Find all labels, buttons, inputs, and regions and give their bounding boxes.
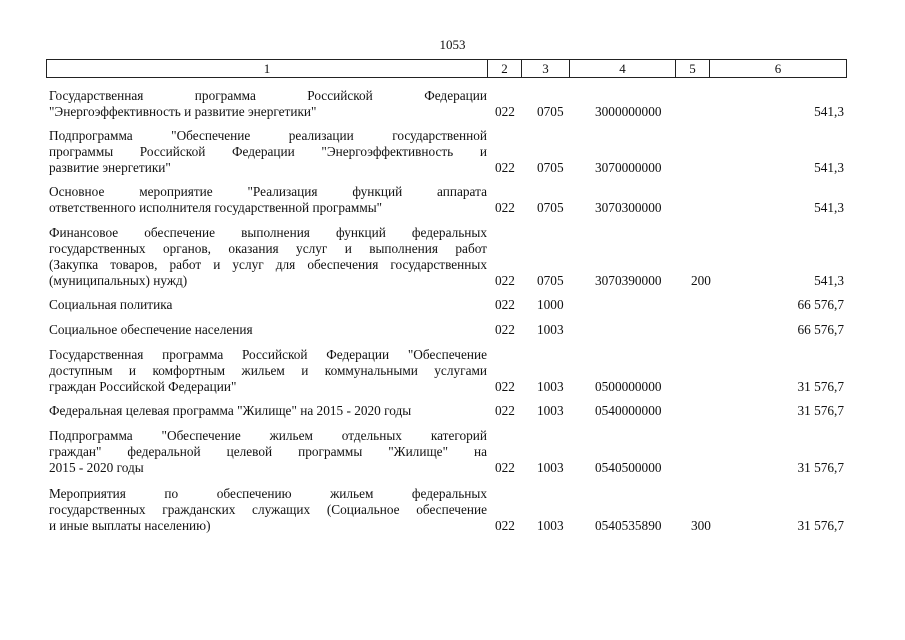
cell-col3: 0705 (537, 200, 564, 215)
table-row (46, 184, 846, 216)
cell-col4: 3070390000 (595, 273, 662, 288)
row-name-line: развитие энергетики" (49, 160, 171, 175)
row-name-line: Мероприятия по обеспечению жильем федеральных (49, 486, 487, 501)
cell-col6: 541,3 (814, 160, 844, 175)
cell-col6: 66 576,7 (797, 322, 844, 337)
cell-col2: 022 (495, 160, 515, 175)
row-name-line: граждан Российской Федерации" (49, 379, 237, 394)
cell-col4: 0540535890 (595, 518, 662, 533)
header-col-3: 3 (522, 60, 570, 78)
cell-col4: 3070000000 (595, 160, 662, 175)
row-name (46, 403, 487, 419)
row-name-line: Подпрограмма "Обеспечение жильем отдельных категорий (49, 428, 487, 443)
cell-col2: 022 (495, 403, 515, 418)
row-name-line: "Энергоэффективность и развитие энергетики" (49, 104, 317, 119)
header-col-1: 1 (47, 60, 488, 78)
row-name-line: доступным и комфортным жильем и коммунальными услугами (49, 363, 487, 378)
row-name-line: Федеральная целевая программа "Жилище" на 2015 - 2020 годы (49, 403, 412, 418)
row-name-line: граждан" федеральной целевой программы "Жилище" на (49, 444, 487, 459)
cell-col4: 3070300000 (595, 200, 662, 215)
cell-col6: 31 576,7 (797, 518, 844, 533)
row-name (46, 486, 487, 534)
cell-col2: 022 (495, 104, 515, 119)
row-name (46, 88, 487, 120)
header-col-5: 5 (676, 60, 710, 78)
table-body (46, 88, 846, 534)
table-header (46, 59, 847, 78)
row-name (46, 347, 487, 395)
row-name (46, 322, 487, 338)
cell-col2: 022 (495, 379, 515, 394)
row-name-line: Основное мероприятие "Реализация функций аппарата (49, 184, 487, 199)
cell-col3: 1000 (537, 297, 564, 312)
row-name-line: государственных гражданских служащих (Социальное обеспечение (49, 502, 487, 517)
cell-col4: 0540500000 (595, 460, 662, 475)
row-name-line: и иные выплаты населению) (49, 518, 211, 533)
cell-col4: 0500000000 (595, 379, 662, 394)
table-row (46, 347, 846, 395)
cell-col5: 300 (691, 518, 711, 533)
cell-col3: 0705 (537, 160, 564, 175)
cell-col6: 31 576,7 (797, 379, 844, 394)
cell-col4: 3000000000 (595, 104, 662, 119)
row-name-line: (муниципальных) нужд) (49, 273, 188, 288)
table-row (46, 403, 846, 419)
cell-col2: 022 (495, 518, 515, 533)
row-name-line: (Закупка товаров, работ и услуг для обеспечения государственных (49, 257, 487, 272)
table-row (46, 128, 846, 176)
row-name (46, 225, 487, 289)
row-name (46, 297, 487, 313)
row-name-line: Социальная политика (49, 297, 173, 312)
table-row (46, 322, 846, 338)
row-name-line: Финансовое обеспечение выполнения функций федеральных (49, 225, 487, 240)
cell-col3: 1003 (537, 379, 564, 394)
cell-col3: 1003 (537, 322, 564, 337)
table-row (46, 225, 846, 289)
cell-col5: 200 (691, 273, 711, 288)
cell-col2: 022 (495, 200, 515, 215)
cell-col3: 0705 (537, 104, 564, 119)
table-row (46, 486, 846, 534)
row-name-line: Государственная программа Российской Федерации (49, 88, 487, 103)
cell-col3: 1003 (537, 518, 564, 533)
cell-col2: 022 (495, 460, 515, 475)
row-name-line: Социальное обеспечение населения (49, 322, 253, 337)
row-name-line: программы Российской Федерации "Энергоэффективность и (49, 144, 487, 159)
row-name-line: государственных органов, оказания услуг и выполнения работ (49, 241, 487, 256)
cell-col2: 022 (495, 297, 515, 312)
cell-col2: 022 (495, 273, 515, 288)
cell-col6: 541,3 (814, 104, 844, 119)
cell-col3: 1003 (537, 403, 564, 418)
header-col-2: 2 (488, 60, 522, 78)
cell-col3: 0705 (537, 273, 564, 288)
cell-col2: 022 (495, 322, 515, 337)
row-name (46, 428, 487, 476)
row-name (46, 184, 487, 216)
cell-col6: 541,3 (814, 273, 844, 288)
table-row (46, 88, 846, 120)
cell-col6: 31 576,7 (797, 460, 844, 475)
header-col-4: 4 (570, 60, 676, 78)
page-number: 1053 (439, 37, 466, 52)
row-name-line: Подпрограмма "Обеспечение реализации государственной (49, 128, 487, 143)
cell-col6: 31 576,7 (797, 403, 844, 418)
row-name (46, 128, 487, 176)
row-name-line: Государственная программа Российской Федерации "Обеспечение (49, 347, 487, 362)
row-name-line: ответственного исполнителя государственной программы" (49, 200, 383, 215)
header-col-6: 6 (710, 60, 847, 78)
cell-col3: 1003 (537, 460, 564, 475)
table-row (46, 297, 846, 313)
cell-col6: 541,3 (814, 200, 844, 215)
cell-col4: 0540000000 (595, 403, 662, 418)
cell-col6: 66 576,7 (797, 297, 844, 312)
table-row (46, 428, 846, 476)
row-name-line: 2015 - 2020 годы (49, 460, 144, 475)
